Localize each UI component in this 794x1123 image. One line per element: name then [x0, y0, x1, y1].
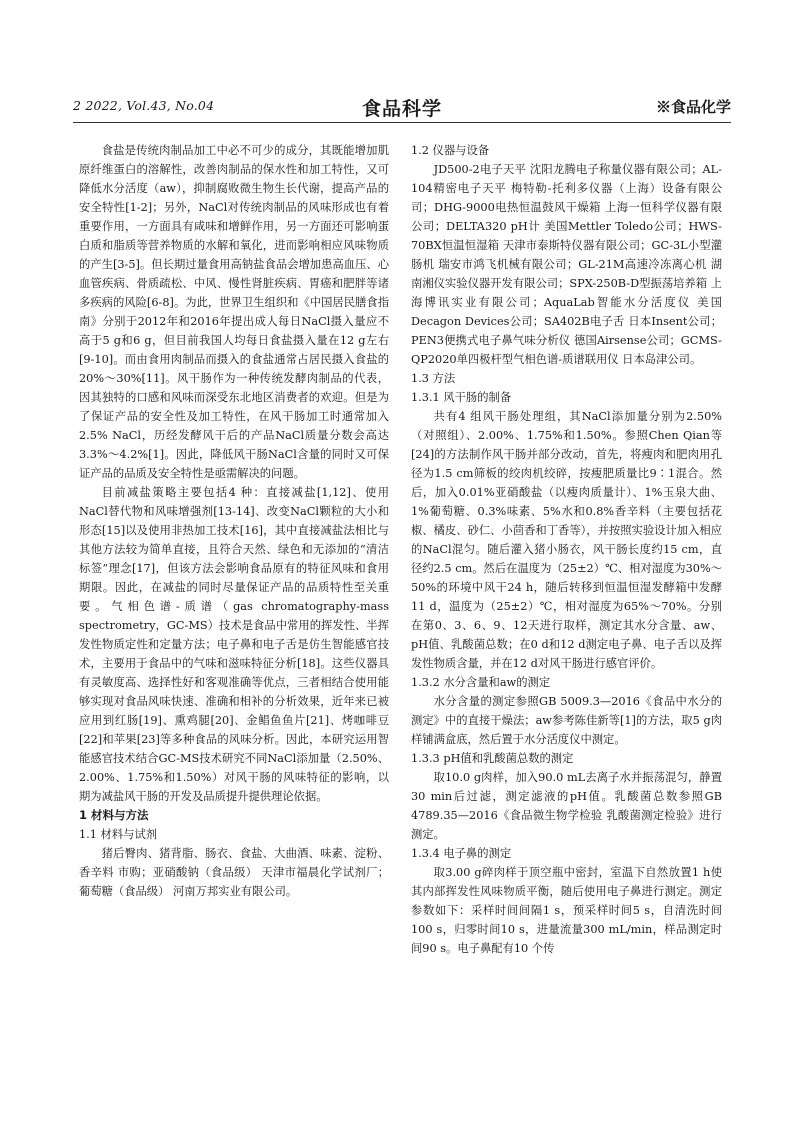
- page-header: [73, 94, 731, 122]
- subsection-heading-1-3-3: 1.3.3 pH值和乳酸菌总数的测定: [411, 752, 574, 765]
- materials-paragraph: 猪后臀肉、猪背脂、肠衣、食盐、大曲酒、味素、淀粉、香辛料 市购；亚硝酸钠（食品级） 天津市福晨化学试剂厂；葡萄糖（食品级） 河南万邦实业有限公司。: [79, 847, 389, 898]
- intro-paragraph-2: 目前减盐策略主要包括4 种：直接减盐[1,12]、使用NaCl替代物和风味增强剂[13-14]、改变NaCl颗粒的大小和形态[15]以及使用非热加工技术[16]，其中直接减盐法相比与其他方法较为简单直接，且符合天然、绿色和无添加的“清洁标签”理念[17]，但该方法会影响食品原有的特征风味和食用期限。因此，在减盐的同时尽量保证产品的品质特性至关重要。气相色谱-质谱（gas chromatography-mass spectrometry，GC-MS）技术是食品中常用的挥发性、半挥发性物质定性和定量方法；电子鼻和电子舌是仿生智能感官技术，主要用于食品中的气味和滋味特征分析[18]。这些仪器具有灵敏度高、选择性好和客观准确等优点，三者相结合使用能够实现对食品风味快速、准确和相补的分析效果，近年来已被应用到红肠[19]、熏鸡腿[20]、金鲳鱼鱼片[21]、烤咖啡豆[22]和苹果[23]等多种食品的风味分析。因此，本研究运用智能感官技术结合GC-MS技术研究不同NaCl添加量（2.50%、2.00%、1.75%和1.50%）对风干肠的风味特征的影响，以期为减盐风干肠的开发及品质提升提供理论依据。: [79, 486, 389, 803]
- electronic-nose-paragraph: 取3.00 g碎肉样于顶空瓶中密封，室温下自然放置1 h使其内部挥发性风味物质平衡，随后使用电子鼻进行测定。测定参数如下：采样时间间隔1 s，预采样时间5 s，自清洗时间100 s，归零时间10 s，进量流量300 mL/min，样品测定时间90 s。电子鼻配有10 个传: [411, 866, 722, 955]
- subsection-heading-1-1: 1.1 材料与试剂: [79, 828, 158, 841]
- equipment-paragraph: JD500-2电子天平 沈阳龙腾电子称量仪器有限公司；AL-104精密电子天平 梅特勒-托利多仪器（上海）设备有限公司；DHG-9000电热恒温鼓风干燥箱 上海一恒科学仪器有限公司；DELTA320 pH计 美国Mettler Toledo公司；HWS-70BX恒温恒湿箱 天津市泰斯特仪器有限公司；GC-3L小型灌肠机 瑞安市鸿飞机械有限公司；GL-21M高速冷冻离心机 湖南湘仪实验仪器开发有限公司；SPX-250B-D型振荡培养箱 上海博讯实业有限公司；AquaLab智能水分活度仪 美国Decagon Devices公司；SA402B电子舌 日本Insent公司；PEN3便携式电子鼻气味分析仪 德国Airsense公司；GCMS-QP2020单四极杆型气相色谱-质谱联用仪 日本岛津公司。: [411, 163, 722, 366]
- journal-title: 食品科学: [361, 98, 442, 120]
- preparation-paragraph: 共有4 组风干肠处理组，其NaCl添加量分别为2.50%（对照组）、2.00%、1.75%和1.50%。参照Chen Qian等[24]的方法制作风干肠并部分改动，首先，将瘦肉和肥肉用孔径为1.5 cm筛板的绞肉机绞碎，按瘦肥质量比9∶1混合。然后，加入0.01%亚硝酸盐（以瘦肉质量计）、1%玉泉大曲、1%葡萄糖、0.3%味素、5%水和0.8%香辛料（主要包括花椒、橘皮、砂仁、小茴香和丁香等），并按照实验设计加入相应的NaCl混匀。随后灌入猪小肠衣，风干肠长度约15 cm，直径约2.5 cm。然后在温度为（25±2）℃、相对湿度为30%～50%的环境中风干24 h，随后转移到恒温恒湿发酵箱中发酵11 d，温度为（25±2）℃，相对湿度为65%～70%。分别在第0、3、6、9、12天进行取样，测定其水分含量、aw、pH值、乳酸菌总数；在0 d和12 d测定电子鼻、电子舌以及挥发性物质含量，并在12 d对风干肠进行感官评价。: [411, 410, 722, 670]
- section-label: ※食品化学: [655, 98, 731, 116]
- intro-paragraph-1: 食盐是传统肉制品加工中必不可少的成分，其既能增加肌原纤维蛋白的溶解性，改善肉制品的保水性和加工特性，又可降低水分活度（aw），抑制腐败微生物生长代谢，提高产品的安全特性[1-2]；另外，NaCl对传统肉制品的风味形成也有着重要作用，一方面具有咸味和增鲜作用，另一方面还可影响蛋白质和脂质等营养物质的水解和氧化，进而影响相应风味物质的产生[3-5]。但长期过量食用高钠盐食品会增加患高血压、心血管疾病、骨质疏松、中风、慢性肾脏疾病、胃癌和肥胖等诸多疾病的风险[6-8]。为此，世界卫生组织和《中国居民膳食指南》分别于2012年和2016年提出成人每日NaCl摄入量应不高于5 g和6 g，但目前我国人均每日食盐摄入量在12 g左右[9-10]。而由食用肉制品而摄入的食盐通常占居民摄入食盐的20%～30%[11]。风干肠作为一种传统发酵肉制品的代表，因其独特的口感和风味而深受东北地区消费者的欢迎。但是为了保证产品的安全性及加工特性，在风干肠加工时通常加入2.5% NaCl，历经发酵风干后的产品NaCl质量分数会高达3.3%～4.2%[1]。因此，降低风干肠NaCl含量的同时又可保证产品的品质及安全特性是亟需解决的问题。: [79, 144, 389, 480]
- ph-paragraph: 取10.0 g肉样，加入90.0 mL去离子水并振荡混匀，静置30 min后过滤，测定滤液的pH值。乳酸菌总数参照GB 4789.35—2016《食品微生物学检验 乳酸菌测定检验》进行测定。: [411, 771, 722, 841]
- moisture-paragraph: 水分含量的测定参照GB 5009.3—2016《食品中水分的测定》中的直接干燥法；aw参考陈佳新等[1]的方法，取5 g肉样铺满盒底，然后置于水分活度仪中测定。: [411, 695, 722, 746]
- left-column: [79, 141, 389, 901]
- subsection-heading-1-3-4: 1.3.4 电子鼻的测定: [411, 847, 512, 860]
- subsection-heading-1-2: 1.2 仪器与设备: [411, 144, 490, 157]
- header-rule: [73, 122, 731, 123]
- subsection-heading-1-3: 1.3 方法: [411, 372, 456, 385]
- section-heading-1: 1 材料与方法: [79, 808, 149, 822]
- subsection-heading-1-3-1: 1.3.1 风干肠的制备: [411, 391, 512, 404]
- right-column: [411, 141, 722, 958]
- page-issue: 2 2022, Vol.43, No.04: [73, 98, 215, 113]
- subsection-heading-1-3-2: 1.3.2 水分含量和aw的测定: [411, 676, 551, 689]
